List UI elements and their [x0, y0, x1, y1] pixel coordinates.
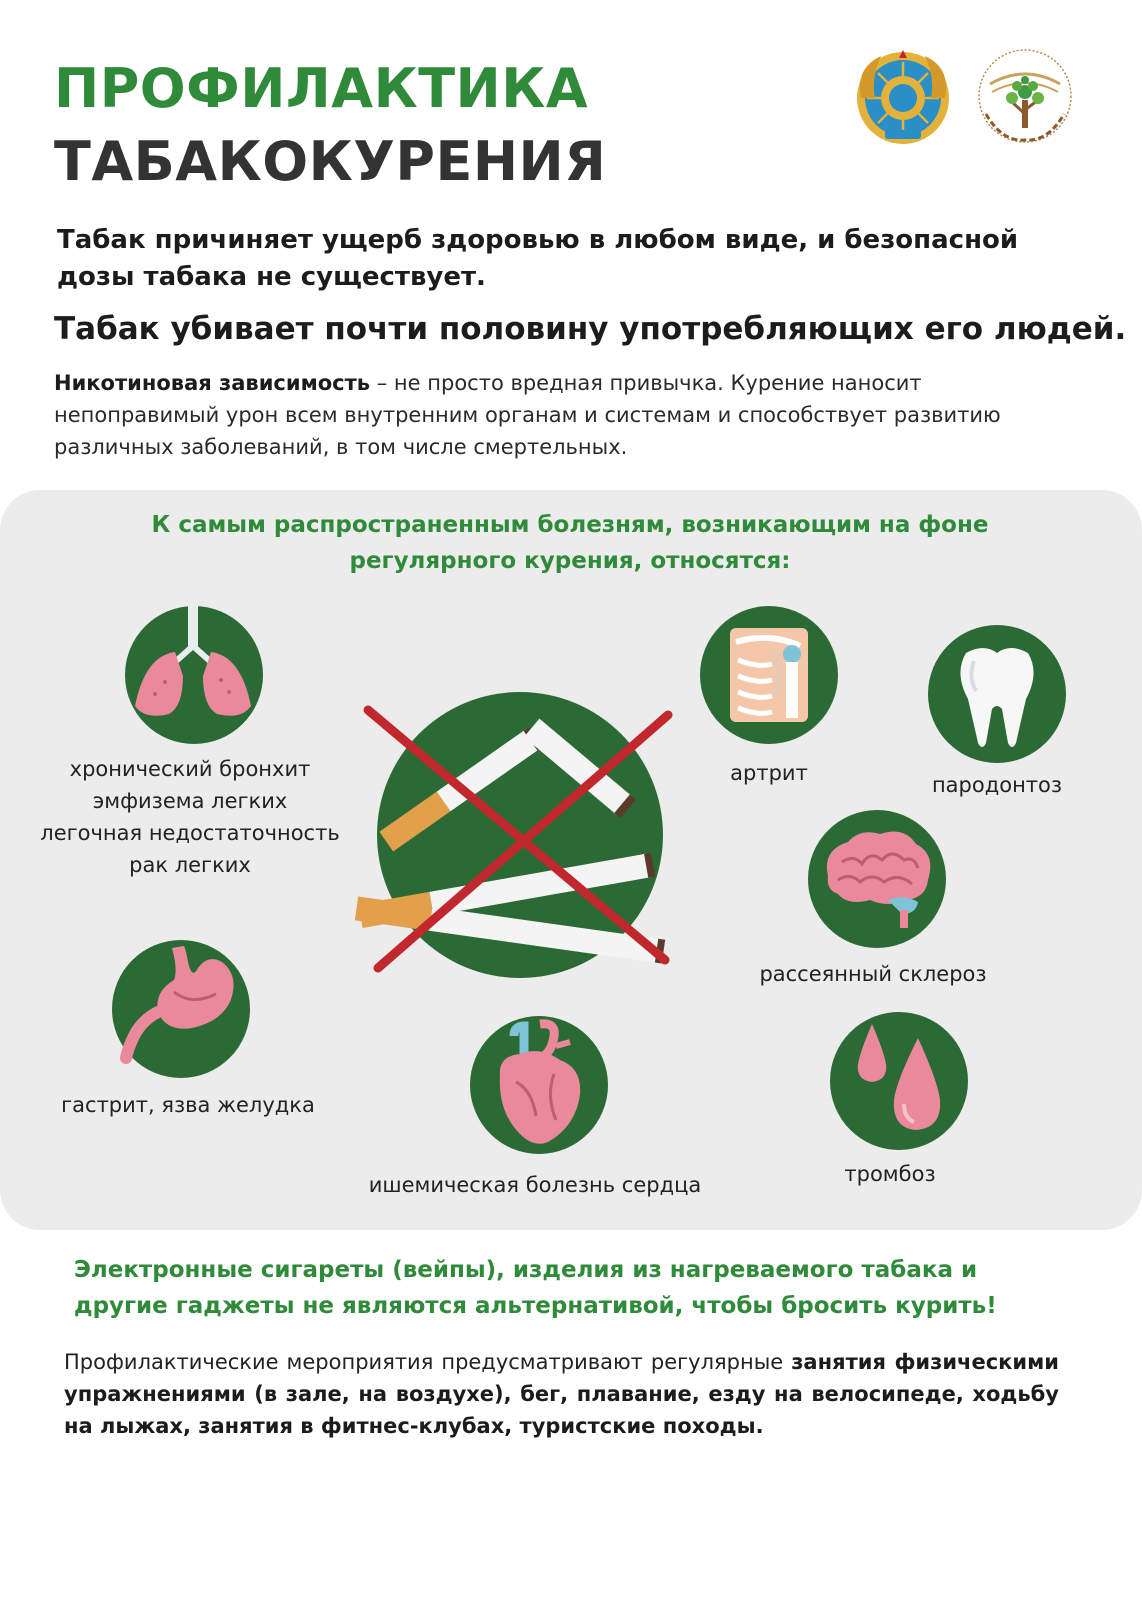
periodontosis-label: пародонтоз: [931, 773, 1063, 797]
lungs-disease-4: рак легких: [129, 853, 251, 877]
crossed-cigarettes-icon: [350, 690, 680, 990]
intro-bold-term: Никотиновая зависимость: [54, 371, 371, 395]
prevention-text: Профилактические мероприятия предусматривают регулярные: [64, 1350, 792, 1374]
lead-statement-1: Табак причиняет ущерб здоровью в любом виде, и безопасной дозы табака не существует.: [57, 225, 1019, 292]
thrombosis-label: тромбоз: [844, 1162, 936, 1186]
lead-statement-2: Табак убивает почти половину употребляющих его людей.: [54, 311, 1127, 347]
blood-drops-icon: [830, 1012, 968, 1150]
lungs-disease-2: эмфизема легких: [92, 789, 288, 813]
lungs-icon: [125, 606, 263, 744]
state-emblem-logo: [853, 48, 953, 152]
title-line-2: ТАБАКОКУРЕНИЯ: [54, 130, 607, 193]
prevention-paragraph: [64, 1346, 1059, 1442]
organization-logo: [972, 44, 1078, 156]
heart-label: ишемическая болезнь сердца: [368, 1173, 702, 1197]
arthritis-label: артрит: [730, 761, 808, 785]
title-line-1: ПРОФИЛАКТИКА: [54, 57, 589, 120]
lungs-disease-list: [20, 753, 360, 881]
tooth-icon: [928, 625, 1066, 763]
intro-paragraph: [54, 367, 1064, 463]
sclerosis-label: рассеянный склероз: [759, 962, 987, 986]
brain-icon: [808, 810, 946, 948]
lungs-disease-1: хронический бронхит: [69, 757, 311, 781]
lungs-disease-3: легочная недостаточность: [40, 821, 340, 845]
diseases-heading: К самым распространенным болезням, возникающим на фоне регулярного курения, относятся:: [151, 512, 989, 574]
shoulder-skeleton-icon: [700, 606, 838, 744]
prevention-activities: занятия физическими упражнениями (в зале, на воздухе), бег, плавание, езду на велосипеде, ходьбу на лыжах, занятия в фитнес-клубах, туристские походы.: [64, 1350, 1059, 1438]
stomach-icon: [112, 940, 250, 1078]
stomach-label: гастрит, язва желудка: [61, 1093, 315, 1117]
intro-text: – не просто вредная привычка. Курение наносит непоправимый урон всем внутренним органам и системам и способствует развитию различных заболеваний, в том числе смертельных.: [54, 371, 1001, 459]
vape-warning: Электронные сигареты (вейпы), изделия из нагреваемого табака и другие гаджеты не являются альтернативой, чтобы бросить курить!: [74, 1257, 997, 1319]
heart-icon: [470, 1016, 608, 1154]
